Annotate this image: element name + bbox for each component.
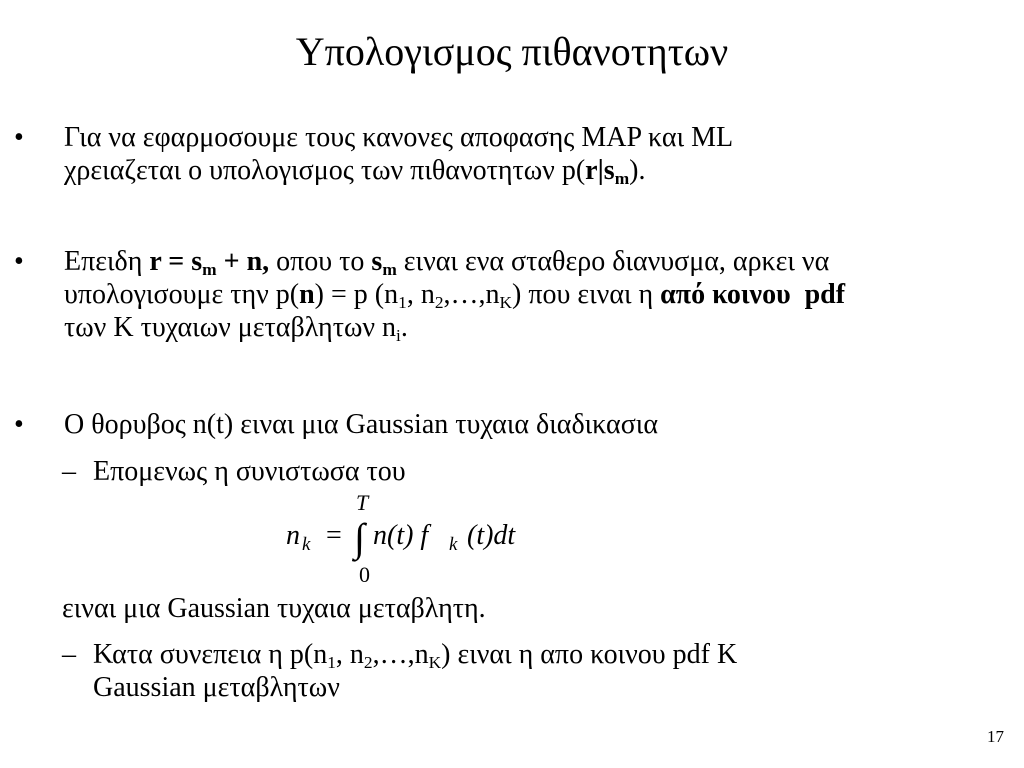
conditional-bar: | [597,155,604,186]
vector-s: s [603,155,615,186]
bullet-item-joint-pdf [14,245,1014,350]
vector-r: r [585,155,598,186]
sub-bullet-component [62,455,1002,491]
subscript-i: i [396,326,401,346]
sub-bullet-text [93,455,993,488]
equals-sign: = [326,520,342,551]
formula-nk [280,490,580,590]
lhs-n: n [286,520,300,551]
text-run: , n [335,639,364,670]
bullet-item-gaussian-noise [14,408,1014,444]
subscript-k: K [499,293,513,313]
dash-marker: – [62,456,76,487]
page-number: 17 [987,727,1004,746]
text-run: υπολογισουμε την p( [64,279,300,310]
text-run: ). [629,155,646,186]
rhs-subscript-k: k [449,534,458,555]
integral-lower-limit: 0 [359,562,370,587]
vector-n: n [299,279,315,310]
bullet-line [93,671,993,704]
equation-r: r = s [149,246,203,277]
vector-s: s [371,246,383,277]
text-run: οπου το [269,246,372,277]
pdf-term: pdf [804,279,846,310]
text-run: Κατα συνεπεια η p(n [93,639,328,670]
bullet-line [64,245,1024,278]
subscript-2: 2 [363,653,373,673]
bullet-line [93,638,993,671]
text-run: Επειδη [64,246,150,277]
bullet-marker: • [14,409,24,440]
subscript-m: m [614,169,630,189]
text-run: ειναι ενα σταθερο διανυσμα, αρκει να [396,246,830,277]
text-line: Gaussian μεταβλητων [93,672,340,703]
subscript-2: 2 [434,293,444,313]
text-run: ) = p (n [314,279,399,310]
bullet-marker: • [14,122,24,153]
bullet-marker: • [14,246,24,277]
text-run: , n [406,279,435,310]
text-run: ,…,n [372,639,429,670]
subscript-1: 1 [327,653,336,673]
sub-bullet-consequence [62,638,1002,708]
subscript-m: m [202,260,217,280]
bullet-text [64,408,1024,441]
bullet-text [64,121,1024,187]
lhs-subscript-k: k [302,534,311,555]
subscript-m: m [382,260,397,280]
text-run: . [400,312,408,343]
joint-term: από κοινου [660,279,791,310]
bullet-line [64,278,1024,311]
integral-upper-limit: T [356,490,369,515]
subscript-k: K [428,653,442,673]
bullet-text [64,245,1024,344]
equation-n: + n, [216,246,270,277]
integral-sign: ∫ [354,515,365,560]
text-run: των K τυχαιων μεταβλητων n [64,312,397,343]
rhs-integrand: n(t) f [373,520,429,551]
bullet-line [64,311,1024,344]
text-run [791,279,805,310]
sub-bullet-text [93,638,993,704]
bullet-item-map-ml [14,121,1014,191]
text-line: ειναι μια Gaussian τυχαια μεταβλητη. [62,593,486,624]
text-run: ) που ειναι η [512,279,661,310]
rhs-integrand-tail: (t)dt [467,520,516,551]
dash-marker: – [62,639,76,670]
text-run: ) ειναι η απο κοινου pdf K [441,639,738,670]
slide-title: Υπολογισμος πιθανοτητων [295,29,729,74]
bullet-line [64,154,1024,187]
text-line: Επομενως η συνιστωσα του [93,456,406,487]
subscript-1: 1 [398,293,407,313]
text-line: Ο θορυβος n(t) ειναι μια Gaussian τυχαια διαδικασια [64,409,659,440]
text-line: Για να εφαρμοσουμε τους κανονες αποφασης MAP και ML [64,122,734,153]
formula-conclusion [62,592,1002,628]
text-run: χρειαζεται ο υπολογισμος των πιθανοτητων p( [64,155,586,186]
text-run: ,…,n [443,279,500,310]
bullet-line [64,121,1024,154]
